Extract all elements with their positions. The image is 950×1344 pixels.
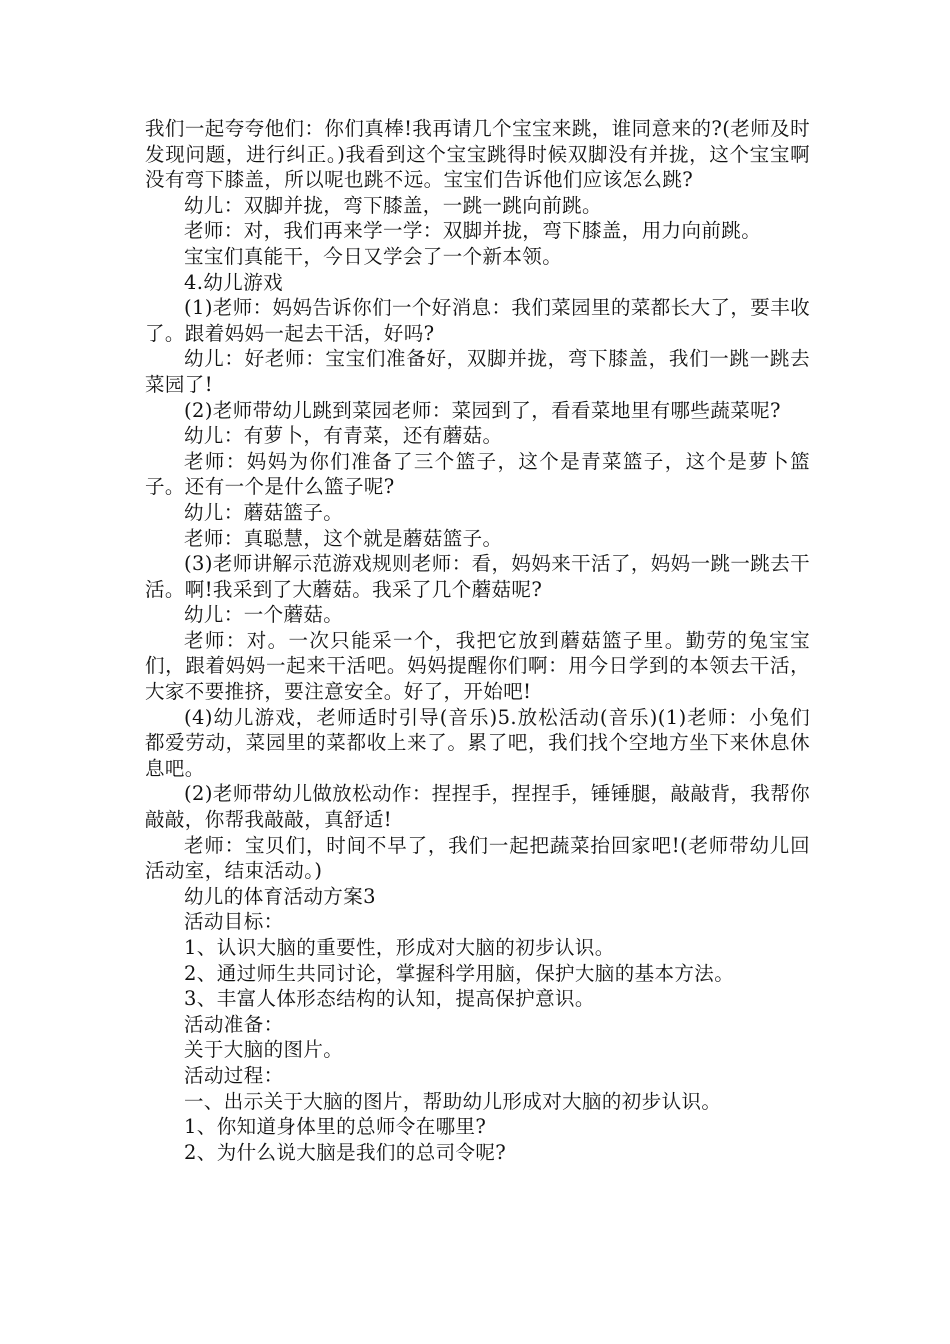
document-page [145, 116, 810, 1165]
section-heading: 幼儿的体育活动方案3 [184, 884, 376, 908]
paragraph: 老师：宝贝们，时间不早了，我们一起把蔬菜抬回家吧!(老师带幼儿回活动室，结束活动。) [145, 833, 810, 883]
paragraph: (4)幼儿游戏，老师适时引导(音乐)5.放松活动(音乐)(1)老师：小兔们都爱劳动，菜园里的菜都收上来了。累了吧，我们找个空地方坐下来休息休息吧。 [145, 705, 810, 780]
paragraph: 关于大脑的图片。 [184, 1038, 344, 1062]
list-item: 2、通过师生共同讨论，掌握科学用脑，保护大脑的基本方法。 [184, 961, 735, 985]
paragraph: 宝宝们真能干，今日又学会了一个新本领。 [184, 244, 563, 268]
paragraph: (1)老师：妈妈告诉你们一个好消息：我们菜园里的菜都长大了，要丰收了。跟着妈妈一起去干活，好吗? [145, 296, 810, 345]
subheading: 活动目标： [184, 910, 284, 934]
paragraph: 幼儿：一个蘑菇。 [184, 603, 344, 627]
paragraph: 幼儿：有萝卜，有青菜，还有蘑菇。 [184, 424, 503, 448]
paragraph: 幼儿：双脚并拢，弯下膝盖，一跳一跳向前跳。 [184, 193, 602, 217]
paragraph: 幼儿：好老师：宝宝们准备好，双脚并拢，弯下膝盖，我们一跳一跳去菜园了! [145, 347, 810, 396]
paragraph: 幼儿：蘑菇篮子。 [184, 500, 344, 524]
list-item: 1、你知道身体里的总师令在哪里? [184, 1115, 487, 1139]
list-item: 1、认识大脑的重要性，形成对大脑的初步认识。 [184, 936, 615, 959]
paragraph: 老师：对，我们再来学一学：双脚并拢，弯下膝盖，用力向前跳。 [184, 219, 762, 243]
list-item: 2、为什么说大脑是我们的总司令呢? [184, 1140, 507, 1164]
paragraph: 我们一起夸夸他们：你们真棒!我再请几个宝宝来跳，谁同意来的?(老师及时发现问题，进行纠正。)我看到这个宝宝跳得时候双脚没有并拢，这个宝宝啊没有弯下膝盖，所以呢也跳不远。宝宝们告诉他们应该怎么跳? [145, 117, 810, 192]
list-item: 3、丰富人体形态结构的认知，提高保护意识。 [184, 987, 595, 1011]
paragraph: (3)老师讲解示范游戏规则老师：看，妈妈来干活了，妈妈一跳一跳去干活。啊!我采到了大蘑菇。我采了几个蘑菇呢? [145, 552, 810, 601]
section-heading: 4.幼儿游戏 [184, 270, 284, 294]
paragraph: 老师：妈妈为你们准备了三个篮子，这个是青菜篮子，这个是萝卜篮子。还有一个是什么篮子呢? [145, 449, 810, 499]
subheading: 活动过程： [184, 1063, 284, 1087]
subheading: 活动准备： [184, 1012, 284, 1036]
paragraph: 老师：真聪慧，这个就是蘑菇篮子。 [184, 526, 503, 550]
paragraph: (2)老师带幼儿做放松动作：捏捏手，捏捏手，锤锤腿，敲敲背，我帮你敲敲，你帮我敲敲，真舒适! [145, 782, 810, 832]
paragraph: (2)老师带幼儿跳到菜园老师：菜园到了，看看菜地里有哪些蔬菜呢? [184, 398, 781, 422]
paragraph: 一、出示关于大脑的图片，帮助幼儿形成对大脑的初步认识。 [184, 1089, 722, 1113]
paragraph: 老师：对。一次只能采一个，我把它放到蘑菇篮子里。勤劳的兔宝宝们，跟着妈妈一起来干活吧。妈妈提醒你们啊：用今日学到的本领去干活，大家不要推挤，要注意安全。好了，开始吧! [145, 628, 810, 704]
